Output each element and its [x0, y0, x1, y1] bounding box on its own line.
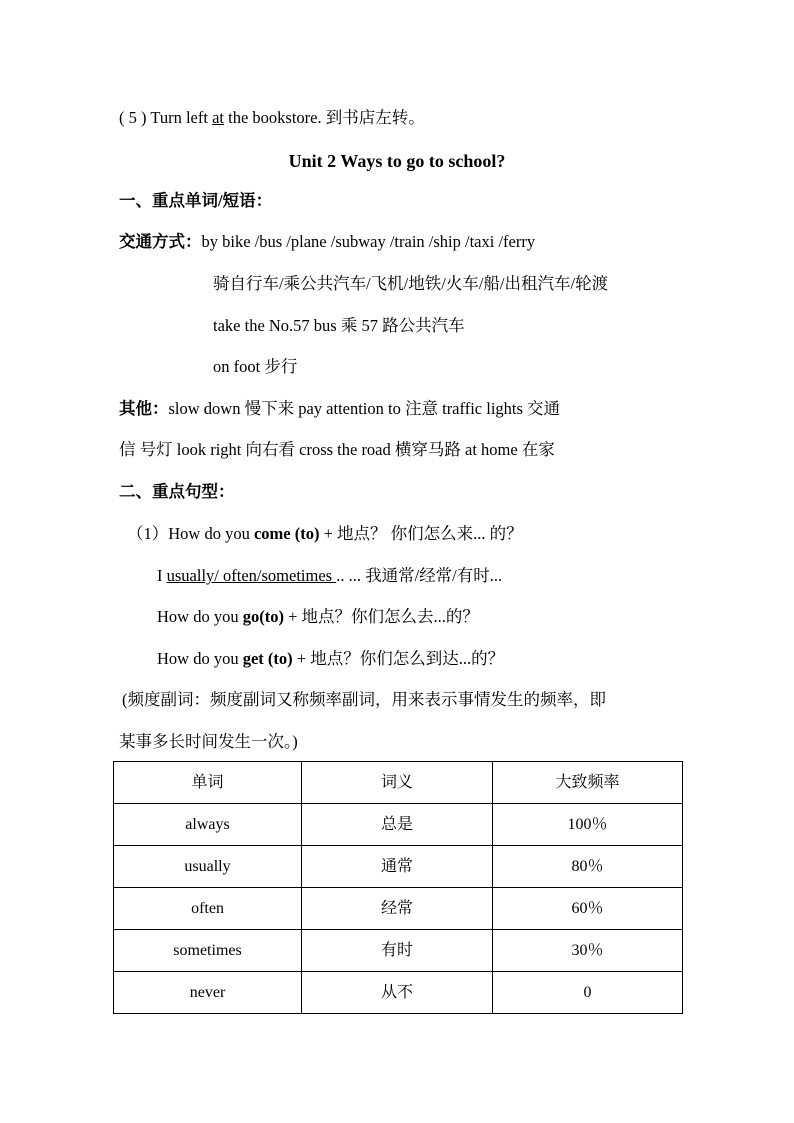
- cell-meaning: 总是: [302, 804, 493, 846]
- cell-word: always: [114, 804, 302, 846]
- cell-frequency: 80％: [493, 846, 683, 888]
- sentence-1-c: + 地点？ 你们怎么来... 的？: [319, 524, 523, 543]
- frequency-note-2: 某事多长时间发生一次。): [119, 732, 298, 751]
- sentence-4: [157, 648, 504, 670]
- sentence-2-c: .. ... 我通常/经常/有时...: [336, 566, 503, 585]
- unit-title: Unit 2 Ways to go to school?: [288, 151, 506, 171]
- cell-word: usually: [114, 846, 302, 888]
- frequency-table: [113, 761, 683, 1014]
- transport-chinese: 骑自行车/乘公共汽车/飞机/地铁/火车/船/出租汽车/轮渡: [213, 274, 609, 293]
- cell-meaning: 通常: [302, 846, 493, 888]
- table-row: [114, 888, 683, 930]
- sentence-4-keyword: get (to): [242, 649, 293, 668]
- sentence-2: [157, 565, 502, 587]
- sentence-1-a: （1）How do you: [127, 524, 254, 543]
- table-row: [114, 930, 683, 972]
- sentence-1: [127, 523, 523, 545]
- section-1-heading: 一、重点单词/短语：: [119, 191, 273, 210]
- frequency-note-1: (频度副词：频度副词又称频率副词，用来表示事情发生的频率，即: [122, 690, 606, 709]
- intro-number: ( 5 ): [119, 108, 151, 127]
- section-2-heading: 二、重点句型：: [119, 482, 235, 501]
- cell-meaning: 有时: [302, 930, 493, 972]
- sentence-2-adverbs: usually/ often/sometimes: [166, 566, 337, 585]
- table-row: [114, 804, 683, 846]
- intro-sentence: [119, 107, 425, 129]
- cell-meaning: 从不: [302, 972, 493, 1014]
- cell-word: never: [114, 972, 302, 1014]
- table-row: [114, 846, 683, 888]
- header-meaning: 词义: [302, 762, 493, 804]
- sentence-4-a: How do you: [157, 649, 243, 668]
- sentence-2-a: I: [157, 566, 167, 585]
- transport-label: 交通方式：: [119, 232, 202, 251]
- intro-part-c: the bookstore. 到书店左转。: [223, 108, 425, 127]
- header-frequency: 大致频率: [493, 762, 683, 804]
- cell-meaning: 经常: [302, 888, 493, 930]
- table-header-row: [114, 762, 683, 804]
- other-text-1: slow down 慢下来 pay attention to 注意 traffic lights 交通: [168, 399, 561, 418]
- other-line-2: 信 号灯 look right 向右看 cross the road 横穿马路 at home 在家: [119, 440, 555, 459]
- transport-words: by bike /bus /plane /subway /train /ship /taxi /ferry: [201, 232, 536, 251]
- transport-bus: take the No.57 bus 乘 57 路公共汽车: [213, 316, 465, 335]
- sentence-3-a: How do you: [157, 607, 243, 626]
- sentence-3-keyword: go(to): [242, 607, 284, 626]
- cell-word: sometimes: [114, 930, 302, 972]
- other-label: 其他：: [119, 399, 169, 418]
- header-word: 单词: [114, 762, 302, 804]
- intro-underlined-at: at: [212, 108, 224, 127]
- transport-line: [119, 231, 535, 253]
- table-row: [114, 972, 683, 1014]
- sentence-3: [157, 606, 479, 628]
- sentence-1-keyword: come (to): [253, 524, 320, 543]
- cell-frequency: 60％: [493, 888, 683, 930]
- sentence-4-c: + 地点？你们怎么到达...的？: [292, 649, 505, 668]
- cell-word: often: [114, 888, 302, 930]
- other-line-1: [119, 398, 560, 420]
- transport-foot: on foot 步行: [213, 357, 298, 376]
- cell-frequency: 0: [493, 972, 683, 1014]
- cell-frequency: 30％: [493, 930, 683, 972]
- sentence-3-c: + 地点？你们怎么去...的？: [283, 607, 479, 626]
- cell-frequency: 100％: [493, 804, 683, 846]
- intro-part-a: Turn left: [150, 108, 213, 127]
